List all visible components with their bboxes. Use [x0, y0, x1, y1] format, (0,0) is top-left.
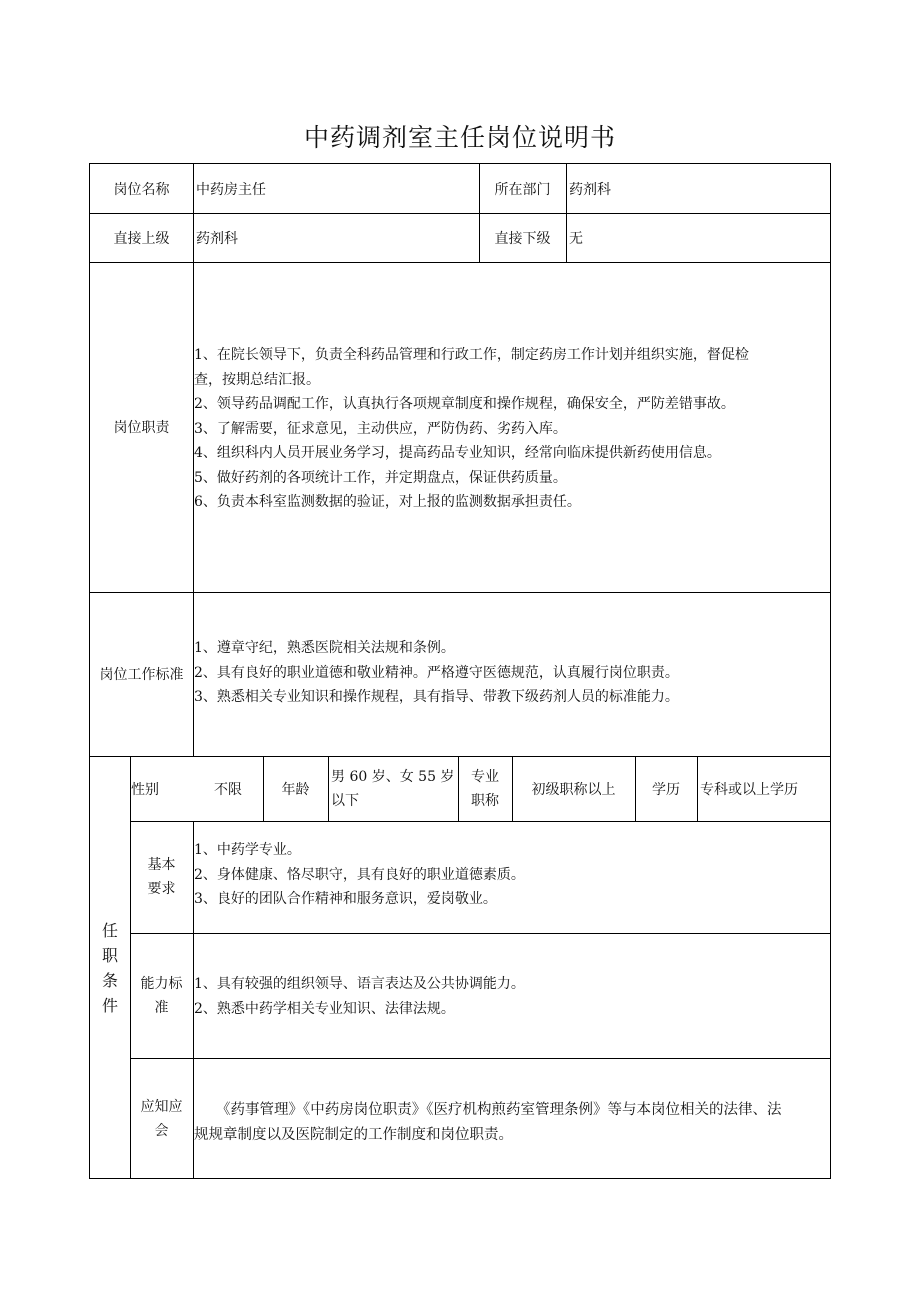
position-name-label: 岗位名称 — [113, 181, 170, 198]
knowledge-line: 《药事管理》《中药房岗位职责》《医疗机构煎药室管理条例》等与本岗位相关的法律、法 — [216, 1102, 782, 1118]
professional-title-label-line: 职称 — [471, 792, 499, 809]
qualifications-label-char: 件 — [101, 995, 118, 1015]
department-label: 所在部门 — [494, 181, 551, 198]
knowledge-label-line: 应知应 — [140, 1098, 183, 1115]
duties-label: 岗位职责 — [113, 420, 170, 436]
knowledge-label-line: 会 — [154, 1122, 169, 1139]
knowledge-text — [194, 1098, 830, 1147]
basic-requirements-label — [130, 821, 193, 933]
standards-label: 岗位工作标准 — [99, 667, 184, 683]
knowledge-label — [130, 1058, 193, 1179]
basic-requirements-text — [194, 838, 830, 912]
ability-label-line: 准 — [154, 999, 169, 1016]
superior-label: 直接上级 — [113, 230, 170, 247]
ability-label-line: 能力标 — [140, 975, 183, 992]
document-title: 中药调剂室主任岗位说明书 — [303, 123, 616, 152]
duty-line: 1、在院长领导下，负责全科药品管理和行政工作，制定药房工作计划并组织实施，督促检 — [194, 347, 749, 363]
row-divider — [130, 821, 830, 822]
qualifications-label-char: 职 — [101, 945, 118, 965]
professional-title-value: 初级职称以上 — [531, 781, 616, 798]
standard-line: 2、具有良好的职业道德和敬业精神。严格遵守医德规范，认真履行岗位职责。 — [194, 664, 679, 681]
qualifications-label-char: 任 — [101, 920, 118, 940]
professional-title-label — [458, 756, 512, 821]
department-value: 药剂科 — [569, 181, 611, 198]
row-divider — [90, 262, 830, 263]
basic-requirements-label-line: 基本 — [147, 857, 176, 873]
subordinate-value: 无 — [569, 230, 583, 247]
professional-title-label-line: 专业 — [471, 768, 499, 785]
row-divider — [130, 1058, 830, 1059]
standards-text — [194, 636, 830, 710]
duty-line: 3、了解需要，征求意见，主动供应，严防伪药、劣药入库。 — [194, 420, 567, 437]
duty-line: 2、领导药品调配工作，认真执行各项规章制度和操作规程，确保安全，严防差错事故。 — [194, 396, 735, 412]
basic-requirements-label-line: 要求 — [147, 881, 176, 897]
duty-line: 6、负责本科室监测数据的验证，对上报的监测数据承担责任。 — [194, 494, 581, 510]
basic-requirement-line: 3、良好的团队合作精神和服务意识，爱岗敬业。 — [194, 891, 497, 907]
row-divider — [130, 933, 830, 934]
gender-value: 不限 — [214, 781, 242, 798]
duties-text — [194, 343, 830, 515]
duty-line: 5、做好药剂的各项统计工作，并定期盘点，保证供药质量。 — [194, 469, 567, 486]
position-name-value: 中药房主任 — [196, 181, 266, 198]
duty-line: 4、组织科内人员开展业务学习，提高药品专业知识，经常向临床提供新药使用信息。 — [194, 445, 721, 461]
basic-requirement-line: 1、中药学专业。 — [194, 842, 301, 858]
age-value-line: 以下 — [331, 792, 359, 809]
subordinate-label: 直接下级 — [494, 230, 551, 247]
duty-line: 查，按期总结汇报。 — [194, 371, 320, 388]
job-description-table — [89, 163, 831, 1179]
gender-label: 性别 — [131, 781, 159, 798]
ability-line: 2、熟悉中药学相关专业知识、法律法规。 — [194, 1000, 455, 1017]
age-label: 年龄 — [281, 781, 310, 798]
knowledge-line: 规规章制度以及医院制定的工作制度和岗位职责。 — [194, 1126, 513, 1143]
standard-line: 1、遵章守纪，熟悉医院相关法规和条例。 — [194, 640, 455, 656]
superior-value: 药剂科 — [196, 230, 238, 247]
ability-label — [130, 933, 193, 1058]
row-divider — [90, 592, 830, 593]
education-label: 学历 — [652, 781, 680, 798]
age-value — [328, 756, 458, 821]
basic-requirement-line: 2、身体健康、恪尽职守，具有良好的职业道德素质。 — [194, 866, 525, 883]
qualifications-label — [90, 756, 130, 1179]
ability-line: 1、具有较强的组织领导、语言表达及公共协调能力。 — [194, 976, 525, 992]
age-value-line: 男 60 岁、女 55 岁 — [331, 768, 455, 785]
ability-text — [194, 972, 830, 1021]
standard-line: 3、熟悉相关专业知识和操作规程，具有指导、带教下级药剂人员的标准能力。 — [194, 689, 679, 705]
qualifications-label-char: 条 — [101, 970, 118, 990]
education-value: 专科或以上学历 — [700, 781, 798, 798]
